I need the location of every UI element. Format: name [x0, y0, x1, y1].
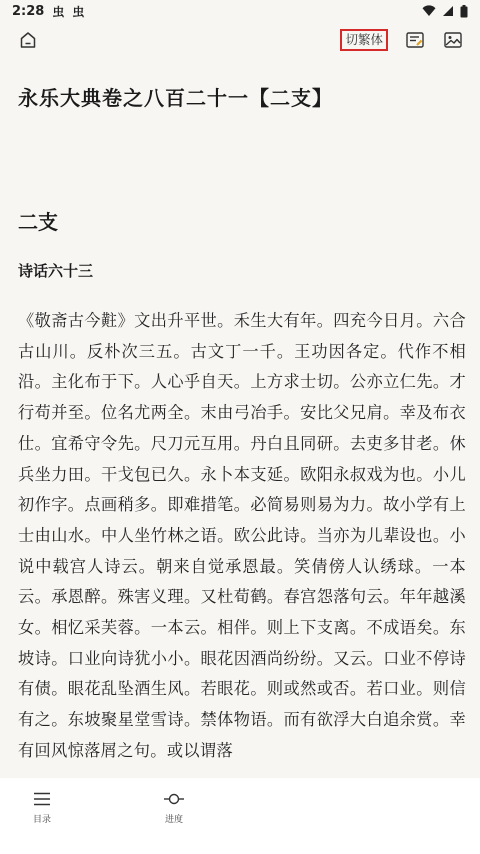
reader-content[interactable] — [0, 58, 480, 778]
section-title: 二支 — [18, 210, 58, 234]
battery-icon — [460, 5, 468, 18]
book-title: 永乐大典卷之八百二十一【二支】 — [18, 86, 333, 110]
toc-label: 目录 — [32, 815, 51, 825]
bottom-nav — [0, 778, 480, 854]
status-left — [12, 3, 84, 20]
chapter-body-text: 《敬斋古今黈》文出升平世。禾生大有年。四充今日月。六合古山川。反朴次三五。古文丁一千。王功因各定。代作不相沿。主化布于下。人心乎自天。上方求士切。公亦立仁先。才行苟并至。位名尤两全。末由弓冶手。安比父兄肩。幸及布衣仕。宜希守令先。尺刀元互用。丹白且同研。去吏多甘老。休兵坐力田。干戈包已久。永卜本支延。欧阳永叔戏为也。小儿初作字。点画稍多。即难措笔。必简易则易为力。故小学有上士由山水。中人坐竹林之语。欧公此诗。当亦为儿辈设也。小说中载宫人诗云。朝来自觉承恩最。笑倩傍人认绣球。一本云。承恩醉。殊害义理。又杜荀鹤。春宫怨落句云。年年越溪女。相忆采芙蓉。一本云。相伴。则上下支离。不成语矣。东坡诗。口业向诗犹小小。眼花因酒尚纷纷。又云。口业不停诗有债。眼花乱坠酒生风。若眼花。则或然或否。若口业。则信有之。东坡聚星堂雪诗。禁体物语。而有欲浮大白追余赏。幸有回风惊落屑之句。或以谓落 — [18, 311, 466, 760]
image-icon — [443, 30, 463, 50]
note-edit-icon — [405, 30, 425, 50]
bug-icon: 虫 — [72, 4, 85, 19]
notes-button[interactable] — [404, 29, 426, 51]
toolbar-actions — [340, 29, 464, 51]
status-right — [422, 5, 468, 18]
progress-slider-icon — [163, 792, 185, 806]
toc-button[interactable] — [12, 792, 72, 825]
traditional-convert-button[interactable]: 切繁体 — [340, 29, 388, 51]
status-time: 2:28 — [12, 3, 45, 19]
wifi-icon — [422, 5, 436, 17]
signal-icon — [442, 5, 454, 17]
progress-label: 进度 — [164, 815, 183, 825]
status-bar — [0, 0, 480, 22]
image-button[interactable] — [442, 29, 464, 51]
menu-list-icon — [33, 792, 51, 806]
reader-toolbar — [0, 22, 480, 58]
home-button[interactable] — [16, 28, 40, 52]
subsection-title: 诗话六十三 — [18, 262, 94, 280]
home-icon — [19, 31, 37, 49]
bug-icon: 虫 — [52, 4, 65, 19]
progress-button[interactable] — [144, 792, 204, 825]
